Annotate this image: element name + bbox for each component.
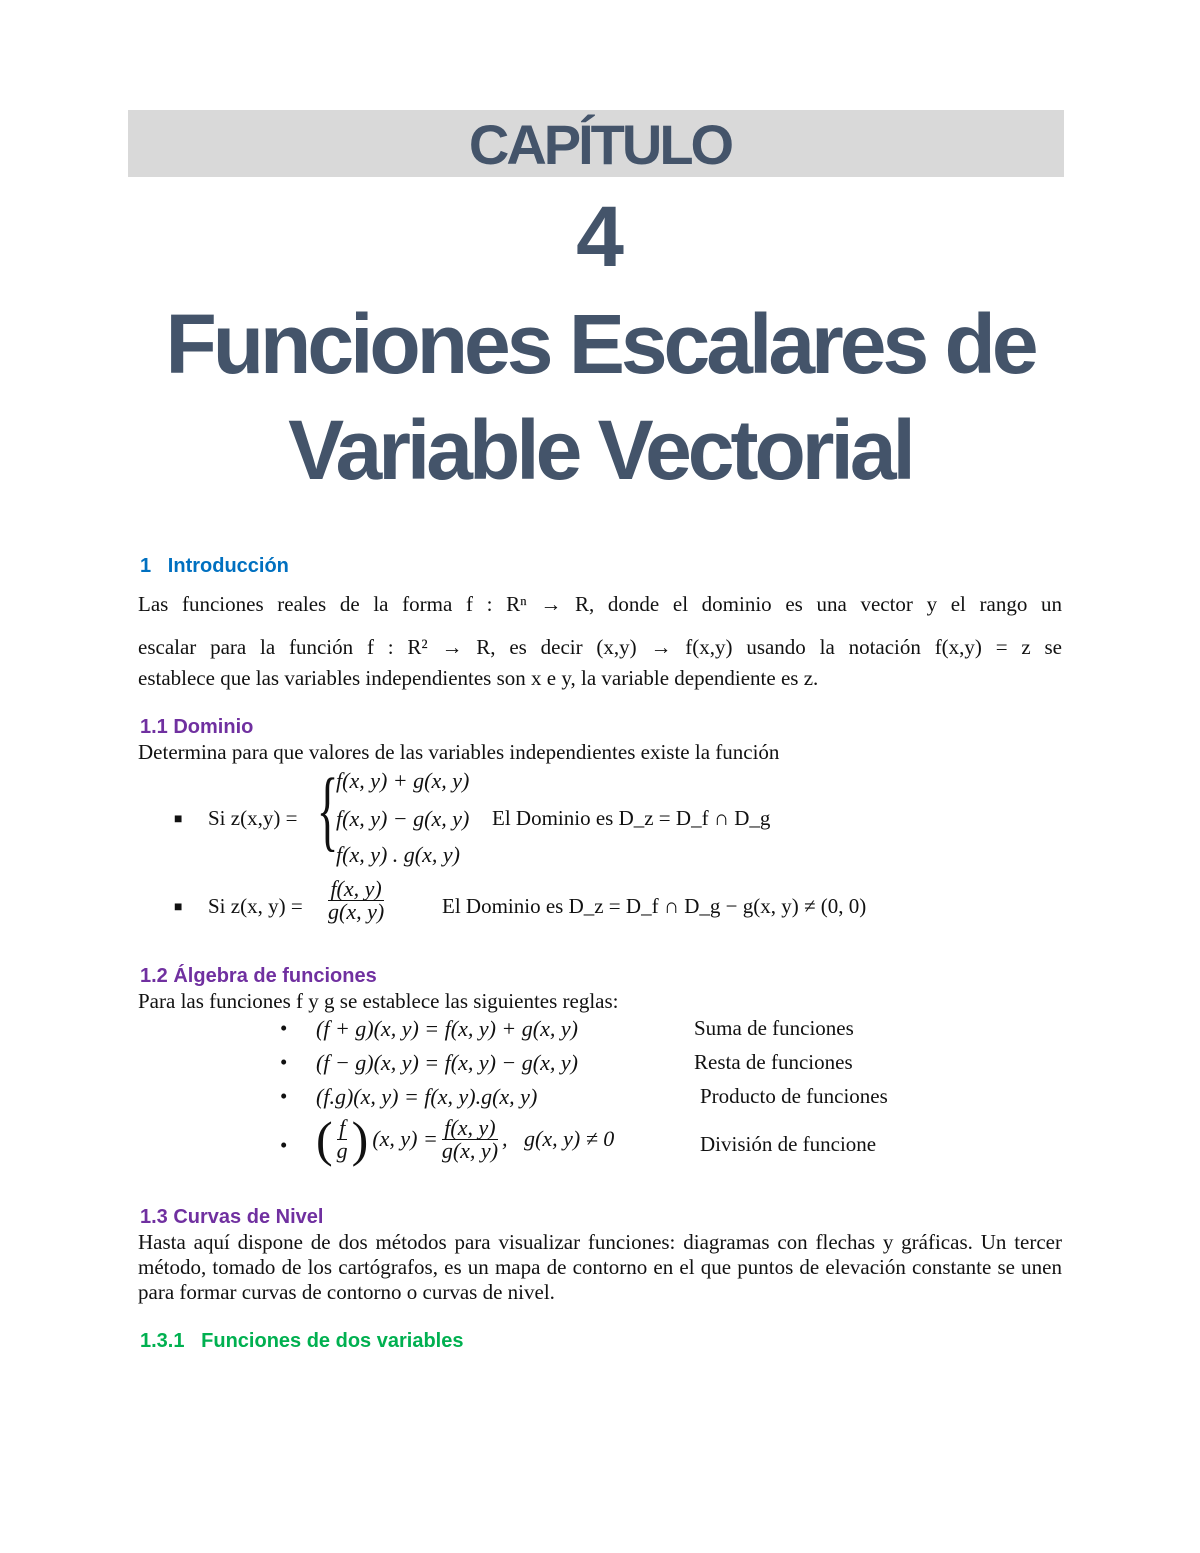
numerator: f(x, y) [444, 1114, 496, 1140]
bullet-icon: ■ [174, 812, 183, 827]
rule-name: Suma de funciones [694, 1016, 854, 1040]
intro-line3: establece que las variables independientes son x e y, la variable dependiente es z. [138, 666, 819, 690]
section-heading-introduccion: 1 Introducción [140, 555, 289, 577]
case-1: f(x, y) + g(x, y) [336, 768, 470, 793]
chapter-title-line1: Funciones Escalares de [165, 297, 1035, 391]
dominio-text: Determina para que valores de las variables independientes existe la función [138, 740, 780, 764]
chapter-label: CAPÍTULO [468, 113, 732, 176]
rule-formula-division: ( $\frac{f}{g}$ ) (x, y) = $\frac{f(x, y)}{g(x, y)}$ , g(x, y) ≠ 0 [316, 1111, 615, 1167]
chapter-title-line2: Variable Vectorial [288, 403, 912, 497]
bullet-icon: ■ [174, 900, 183, 915]
bullet-icon: • [280, 1084, 288, 1108]
dominio-b2-rhs: El Dominio es D_z = D_f ∩ D_g − g(x, y) ≠ (0, 0) [442, 894, 867, 918]
rule-formula: (f + g)(x, y) = f(x, y) + g(x, y) [316, 1016, 578, 1041]
denominator: g(x, y) [328, 899, 385, 924]
rule-formula: (f − g)(x, y) = f(x, y) − g(x, y) [316, 1050, 578, 1075]
rule-name: División de funcione [700, 1132, 877, 1156]
bullet-icon: • [280, 1016, 288, 1040]
section-heading-curvas: 1.3 Curvas de Nivel [140, 1206, 324, 1228]
denominator: g(x, y) [441, 1137, 499, 1163]
case-2: f(x, y) − g(x, y) [336, 806, 470, 831]
subsection-heading: 1.3.1 Funciones de dos variables [140, 1330, 464, 1352]
dominio-b1-rhs: El Dominio es D_z = D_f ∩ D_g [492, 806, 771, 830]
dominio-b2-lhs: Si z(x, y) = [208, 894, 303, 918]
section-heading-dominio: 1.1 Dominio [140, 716, 254, 738]
bullet-icon: • [280, 1050, 288, 1074]
lhs: (x, y) = [372, 1126, 438, 1151]
rule-formula: (f.g)(x, y) = f(x, y).g(x, y) [316, 1084, 538, 1109]
dominio-b1-lhs: Si z(x,y) = [208, 806, 298, 830]
rule-name: Resta de funciones [694, 1050, 853, 1074]
numerator: f [339, 1114, 346, 1140]
fraction [328, 878, 384, 923]
chapter-number: 4 [576, 189, 624, 285]
rule-name: Producto de funciones [700, 1084, 888, 1108]
brace-icon: { [316, 761, 339, 860]
numerator: f(x, y) [330, 876, 382, 901]
section-heading-algebra: 1.2 Álgebra de funciones [140, 965, 377, 987]
algebra-text: Para las funciones f y g se establece las siguientes reglas: [138, 989, 619, 1013]
condition: , g(x, y) ≠ 0 [502, 1126, 615, 1151]
case-3: f(x, y) . g(x, y) [336, 842, 460, 867]
bullet-icon: • [280, 1133, 288, 1157]
intro-line2: escalar para la función f : R² → R, es decir (x,y) → f(x,y) usando la notación f(x,y) = z se [138, 635, 1062, 659]
curvas-text: Hasta aquí dispone de dos métodos para visualizar funciones: diagramas con flechas y gráficas. Un tercer método, tomado de los cartógrafos, es un mapa de contorno en el que puntos de elevación constante se unen para formar curvas de contorno o curvas de nivel. [138, 1230, 1062, 1304]
intro-line1: Las funciones reales de la forma f : Rⁿ → R, donde el dominio es una vector y el rango un [138, 592, 1062, 616]
denominator: g [336, 1137, 348, 1163]
